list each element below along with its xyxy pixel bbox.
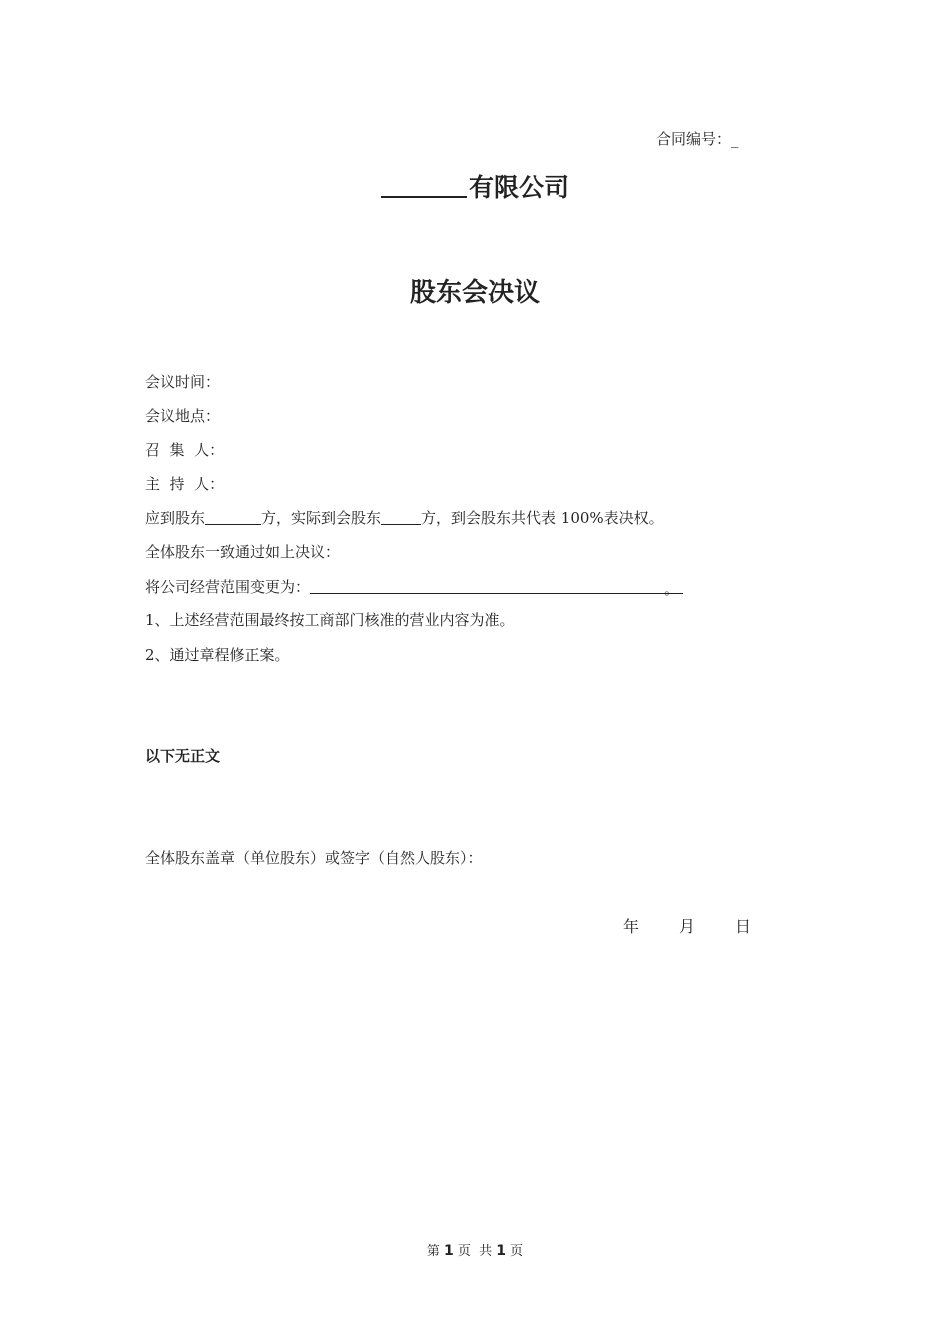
scope-change-line bbox=[145, 576, 683, 597]
contract-number-label: 合同编号：_ bbox=[656, 130, 739, 148]
company-name-heading bbox=[0, 168, 950, 204]
scope-change-blank bbox=[310, 578, 683, 598]
footer-total-pages: 1 bbox=[496, 1243, 507, 1259]
footer-mid: 页 共 bbox=[457, 1244, 493, 1259]
page-footer bbox=[0, 1240, 950, 1259]
item-1: 1、上述经营范围最终按工商部门核准的营业内容为准。 bbox=[145, 611, 515, 629]
date-year-label: 年 bbox=[623, 917, 640, 936]
attendance-text-2: 方，实际到会股东 bbox=[261, 509, 382, 527]
expected-count-blank bbox=[205, 509, 261, 525]
footer-suffix: 页 bbox=[510, 1244, 524, 1259]
item-2: 2、通过章程修正案。 bbox=[145, 646, 290, 664]
signature-line: 全体股东盖章（单位股东）或签字（自然人股东）： bbox=[145, 849, 483, 867]
attendance-text-3: 方，到会股东共代表 100%表决权。 bbox=[421, 509, 664, 527]
resolution-intro: 全体股东一致通过如上决议： bbox=[145, 543, 341, 561]
footer-prefix: 第 bbox=[426, 1244, 440, 1259]
host-label: 主 持 人： bbox=[145, 475, 225, 493]
convener-label: 召 集 人： bbox=[145, 441, 225, 459]
end-note: 以下无正文 bbox=[145, 747, 221, 765]
scope-change-label: 将公司经营范围变更为： bbox=[145, 578, 311, 596]
footer-page-number: 1 bbox=[443, 1243, 454, 1259]
date-month-label: 月 bbox=[679, 917, 696, 936]
meeting-place-label: 会议地点： bbox=[145, 407, 221, 425]
date-day-label: 日 bbox=[735, 917, 752, 936]
company-name-blank bbox=[381, 174, 467, 198]
document-title: 股东会决议 bbox=[409, 278, 540, 308]
meeting-time-label: 会议时间： bbox=[145, 373, 221, 391]
attendance-line bbox=[145, 507, 664, 528]
company-suffix: 有限公司 bbox=[468, 173, 569, 202]
scope-change-end: 。 bbox=[664, 580, 680, 598]
actual-count-blank bbox=[381, 509, 421, 525]
attendance-text-1: 应到股东 bbox=[145, 509, 206, 527]
